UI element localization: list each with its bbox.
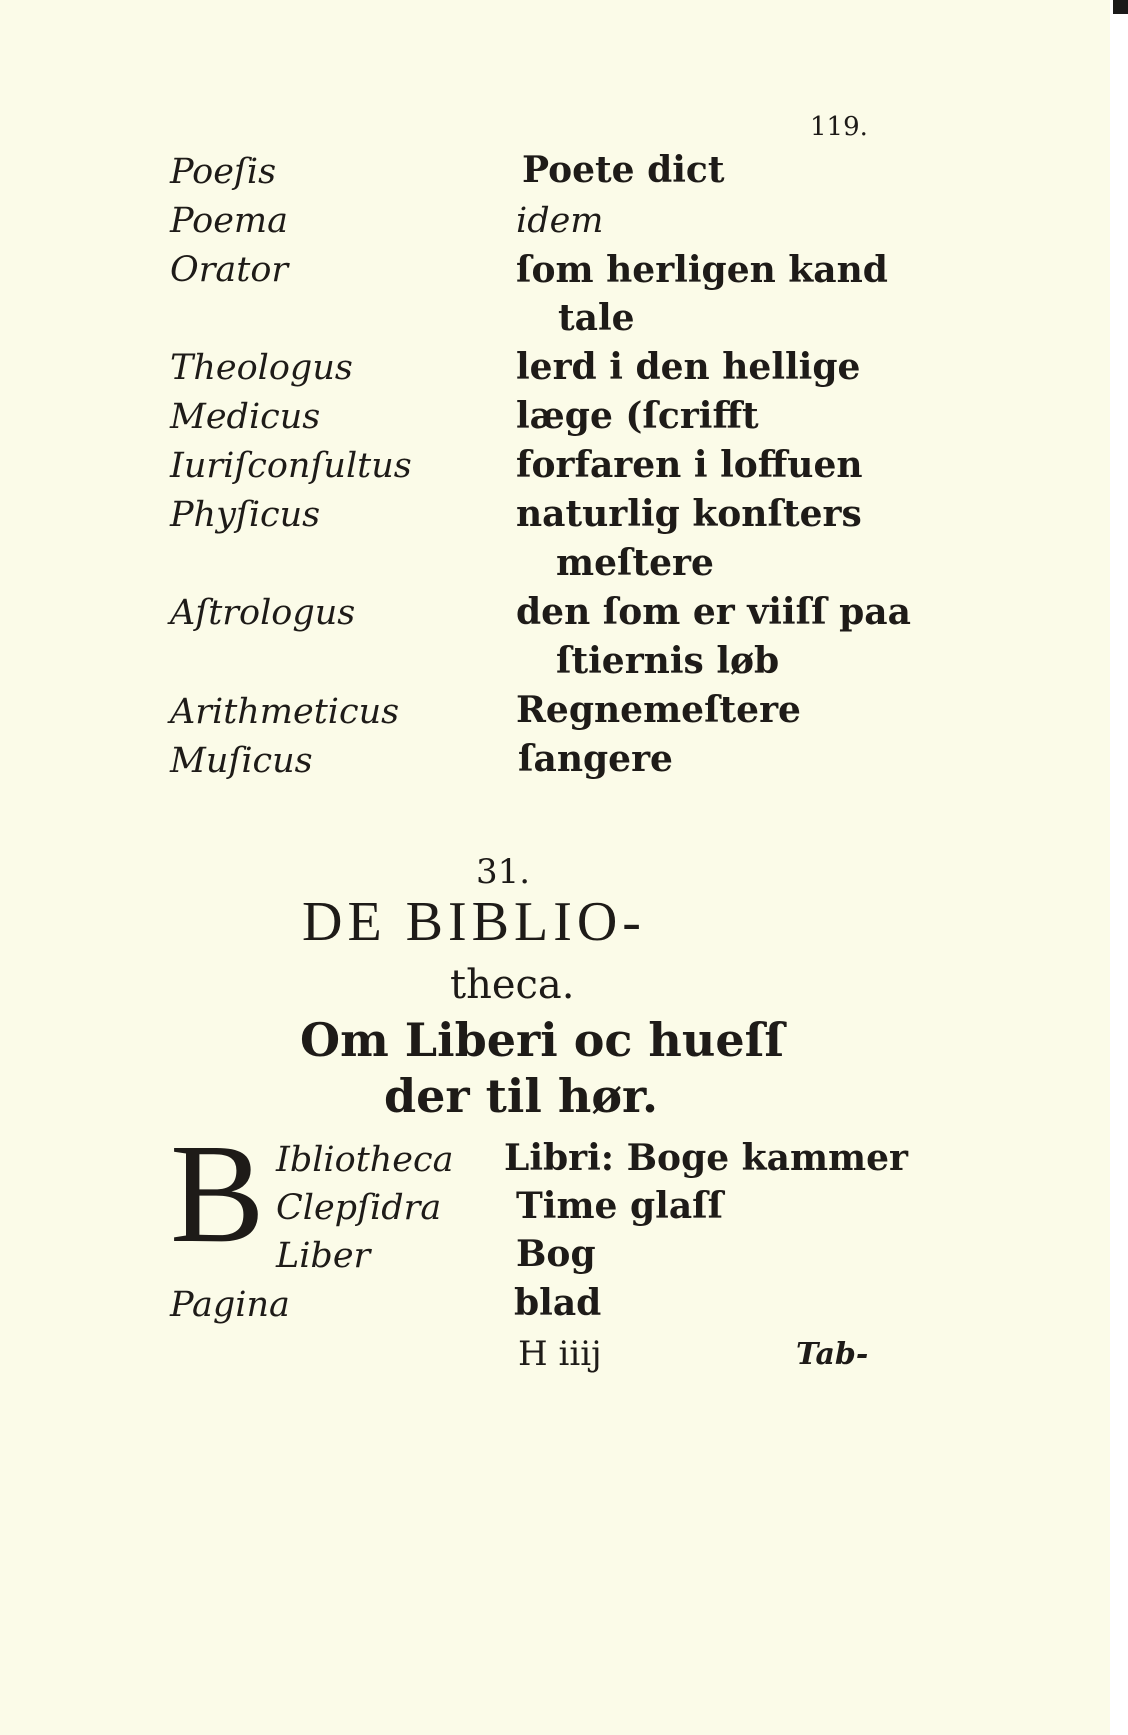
latin-term: Ibliotheca (276, 1140, 454, 1180)
section-title: DE BIBLIO- (302, 891, 646, 953)
latin-term: Poema (170, 201, 288, 241)
danish-term: forfaren i loffuen (516, 444, 863, 486)
section-title-continued: theca. (450, 962, 575, 1008)
latin-term: Theologus (170, 348, 353, 388)
danish-term: tale (558, 297, 635, 339)
scan-edge-mark (1113, 0, 1128, 14)
latin-term: Aſtrologus (170, 593, 356, 633)
danish-term: Regnemeſtere (516, 689, 801, 731)
danish-term: læge (ſcrifft (516, 395, 759, 437)
danish-term: Bog (516, 1233, 596, 1275)
latin-term: Medicus (170, 397, 321, 437)
latin-term: Muſicus (170, 741, 313, 781)
latin-term: Poeſis (170, 152, 277, 192)
signature-mark: H iiij (518, 1334, 602, 1374)
danish-term: Time glaſſ (516, 1185, 724, 1227)
danish-term: naturlig konſters (516, 493, 862, 535)
danish-term: ſtiernis løb (556, 640, 780, 682)
section-number: 31. (476, 852, 531, 892)
latin-term: Liber (276, 1236, 371, 1276)
section-title-danish: Om Liberi oc hueſſ (300, 1013, 785, 1067)
latin-term: Orator (170, 250, 289, 290)
scan-edge (1110, 0, 1128, 1735)
danish-term: Libri: Boge kammer (504, 1137, 908, 1179)
latin-term: Phyſicus (170, 495, 321, 535)
danish-term: lerd i den hellige (516, 346, 861, 388)
danish-term: idem (516, 201, 604, 241)
page-number: 119. (810, 112, 868, 142)
danish-term: Poete dict (522, 149, 725, 191)
danish-term: ſom herligen kand (516, 249, 888, 291)
catchword: Tab- (796, 1337, 869, 1372)
latin-term: Clepſidra (276, 1188, 442, 1228)
section-title-danish-continued: der til hør. (384, 1069, 659, 1123)
latin-term: Pagina (170, 1285, 290, 1325)
drop-cap-initial: B (170, 1114, 265, 1272)
danish-term: blad (514, 1282, 602, 1324)
danish-term: ſangere (518, 738, 673, 780)
danish-term: meſtere (556, 542, 714, 584)
danish-term: den ſom er viiſſ paa (516, 591, 911, 633)
latin-term: Arithmeticus (170, 692, 400, 732)
latin-term: Iuriſconſultus (170, 446, 412, 486)
